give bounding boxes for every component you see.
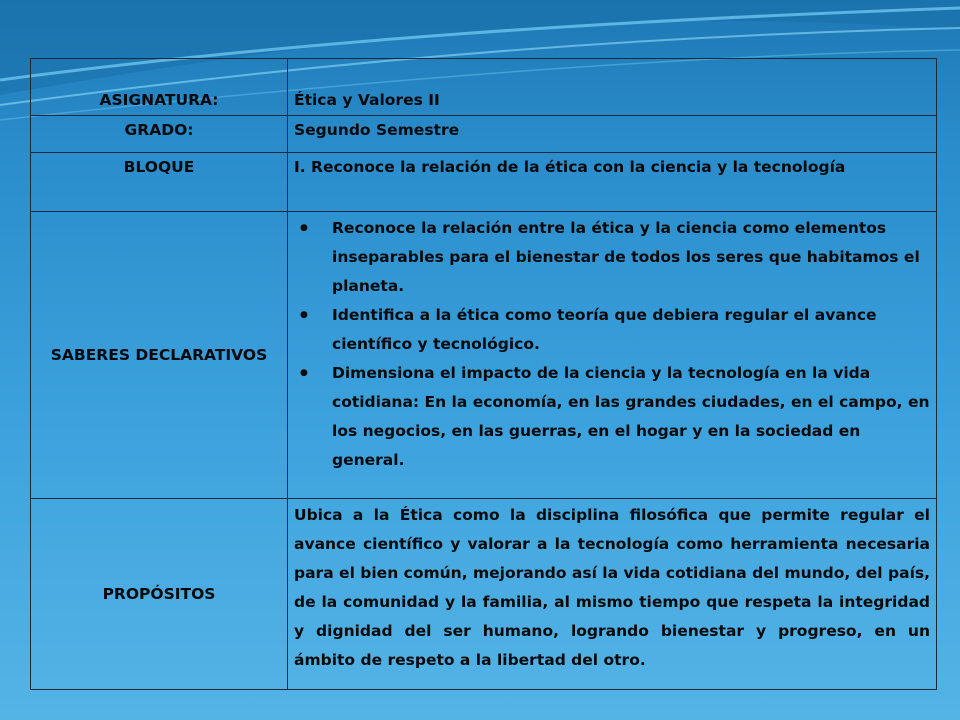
list-item: ● Identifica a la ética como teoría que debiera regular el avance científico y tecnológico. (332, 301, 930, 359)
table-row (31, 212, 937, 499)
asignatura-value: Ética y Valores II (288, 59, 937, 116)
table-row (31, 499, 937, 690)
grado-value: Segundo Semestre (288, 116, 937, 153)
saberes-list (294, 214, 930, 475)
bloque-label: BLOQUE (31, 153, 288, 212)
course-info-table (30, 58, 937, 690)
list-item: ● Dimensiona el impacto de la ciencia y la tecnología en la vida cotidiana: En la economía, en las grandes ciudades, en el campo, en los negocios, en las guerras, en el hogar y en la sociedad en general. (332, 359, 930, 475)
grado-label: GRADO: (31, 116, 288, 153)
propositos-value: Ubica a la Ética como la disciplina filosófica que permite regular el avance científico y valorar a la tecnología como herramienta necesaria para el bien común, mejorando así la vida cotidiana del mundo, del país, de la comunidad y la familia, al mismo tiempo que respeta la integridad y dignidad del ser humano, logrando bienestar y progreso, en un ámbito de respeto a la libertad del otro. (288, 499, 937, 690)
list-item: ● Reconoce la relación entre la ética y la ciencia como elementos inseparables para el bienestar de todos los seres que habitamos el planeta. (332, 214, 930, 301)
bloque-value: I. Reconoce la relación de la ética con la ciencia y la tecnología (288, 153, 937, 212)
table-row (31, 153, 937, 212)
table-row (31, 59, 937, 116)
propositos-label: PROPÓSITOS (31, 499, 288, 690)
saberes-label: SABERES DECLARATIVOS (31, 212, 288, 499)
table-row (31, 116, 937, 153)
saberes-value (288, 212, 937, 499)
asignatura-label: ASIGNATURA: (31, 59, 288, 116)
